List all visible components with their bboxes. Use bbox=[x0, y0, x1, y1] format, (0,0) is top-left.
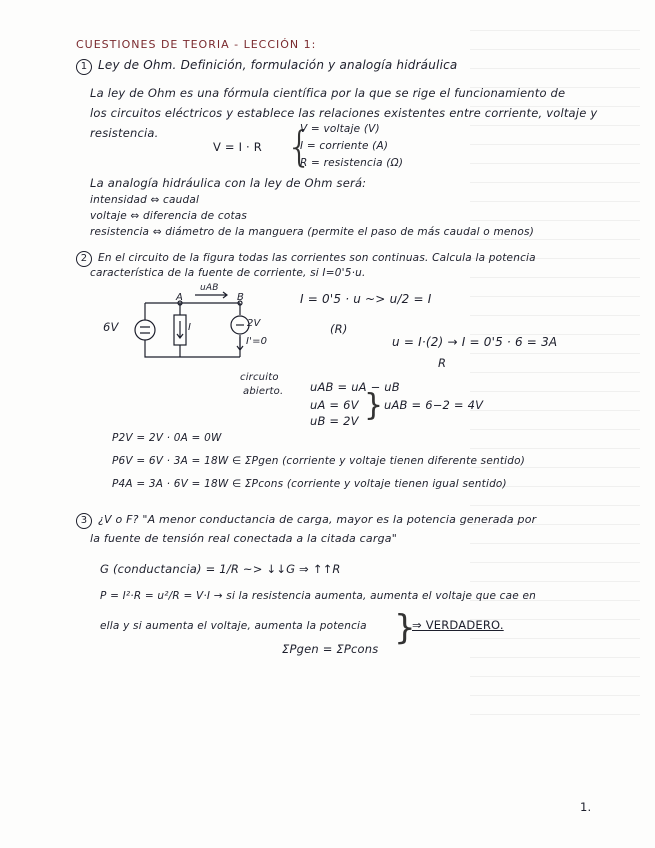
analogy-line: intensidad ⇔ caudal bbox=[90, 194, 200, 206]
power-eq-cont: ella y si aumenta el voltaje, aumenta la potencia bbox=[100, 620, 367, 632]
source-2v-label: 2V bbox=[247, 318, 261, 329]
q3-text-line: ¿V o F? "A menor conductancia de carga, mayor es la potencia generada por bbox=[98, 513, 537, 526]
brace: } bbox=[394, 608, 416, 648]
q1-number: 1 bbox=[76, 59, 92, 75]
ohm-formula: V = I · R bbox=[213, 140, 262, 154]
q1-heading-text: Ley de Ohm. Definición, formulación y analogía hidráulica bbox=[98, 58, 458, 72]
ua-value: uA = 6V bbox=[310, 398, 359, 412]
uab-result: uAB = 6−2 = 4V bbox=[384, 398, 484, 412]
def-line: I = corriente (A) bbox=[300, 140, 389, 152]
power-line: P4A = 3A · 6V = 18W ∈ ΣPcons (corriente y voltaje tienen igual sentido) bbox=[112, 478, 507, 490]
equation-2: u = I·(2) → I = 0'5 · 6 = 3A bbox=[392, 335, 558, 349]
uab-label: uAB bbox=[200, 283, 219, 293]
open-circuit-note: abierto. bbox=[243, 386, 284, 397]
q2-text-line: característica de la fuente de corriente, si I=0'5·u. bbox=[90, 267, 366, 279]
q1-para-line: resistencia. bbox=[90, 126, 159, 140]
q3-text bbox=[76, 513, 536, 529]
q2-text-line: En el circuito de la figura todas las corrientes son continuas. Calcula la potencia bbox=[98, 252, 536, 264]
ub-value: uB = 2V bbox=[310, 414, 359, 428]
power-line: P6V = 6V · 3A = 18W ∈ ΣPgen (corriente y voltaje tienen diferente sentido) bbox=[112, 455, 526, 467]
analogy-line: voltaje ⇔ diferencia de cotas bbox=[90, 210, 248, 222]
q1-heading bbox=[76, 58, 457, 75]
analogy-line: resistencia ⇔ diámetro de la manguera (permite el paso de más caudal o menos) bbox=[90, 226, 534, 238]
page-number: 1. bbox=[580, 800, 592, 814]
power-balance: ΣPgen = ΣPcons bbox=[282, 642, 379, 656]
source-6v-label: 6V bbox=[103, 320, 119, 334]
brace: { bbox=[286, 122, 313, 171]
q2-text bbox=[76, 251, 536, 267]
q1-para-line: La ley de Ohm es una fórmula científica por la que se rige el funcionamiento de bbox=[90, 86, 566, 100]
q3-text-line: la fuente de tensión real conectada a la citada carga" bbox=[90, 532, 397, 545]
q3-number: 3 bbox=[76, 513, 92, 529]
current-i2-label: I'=0 bbox=[246, 336, 268, 347]
uab-equation: uAB = uA − uB bbox=[310, 380, 400, 394]
analogy-intro: La analogía hidráulica con la ley de Ohm será: bbox=[90, 176, 367, 190]
power-eq: P = I²·R = u²/R = V·I → si la resistencia aumenta, aumenta el voltaje que cae en bbox=[100, 590, 536, 602]
q2-number: 2 bbox=[76, 251, 92, 267]
brace: } bbox=[364, 388, 384, 423]
def-line: V = voltaje (V) bbox=[300, 123, 380, 135]
answer-true: ⇒ VERDADERO. bbox=[412, 618, 504, 632]
open-circuit-note: circuito bbox=[240, 372, 279, 383]
q1-para-line: los circuitos eléctricos y establece las relaciones existentes entre corriente, voltaje y bbox=[90, 106, 598, 120]
node-a: A bbox=[176, 292, 184, 303]
def-line: R = resistencia (Ω) bbox=[300, 157, 404, 169]
current-i-label: I bbox=[188, 322, 192, 333]
page-title: CUESTIONES DE TEORIA - LECCIÓN 1: bbox=[76, 38, 317, 51]
power-line: P2V = 2V · 0A = 0W bbox=[112, 432, 222, 444]
r-label: R bbox=[438, 356, 447, 370]
equation-1: I = 0'5 · u ~> u/2 = I bbox=[300, 292, 432, 306]
r-note: (R) bbox=[330, 322, 348, 336]
node-b: B bbox=[237, 292, 245, 303]
circuit-diagram bbox=[95, 285, 295, 375]
conductance-eq: G (conductancia) = 1/R ~> ↓↓G ⇒ ↑↑R bbox=[100, 562, 341, 576]
